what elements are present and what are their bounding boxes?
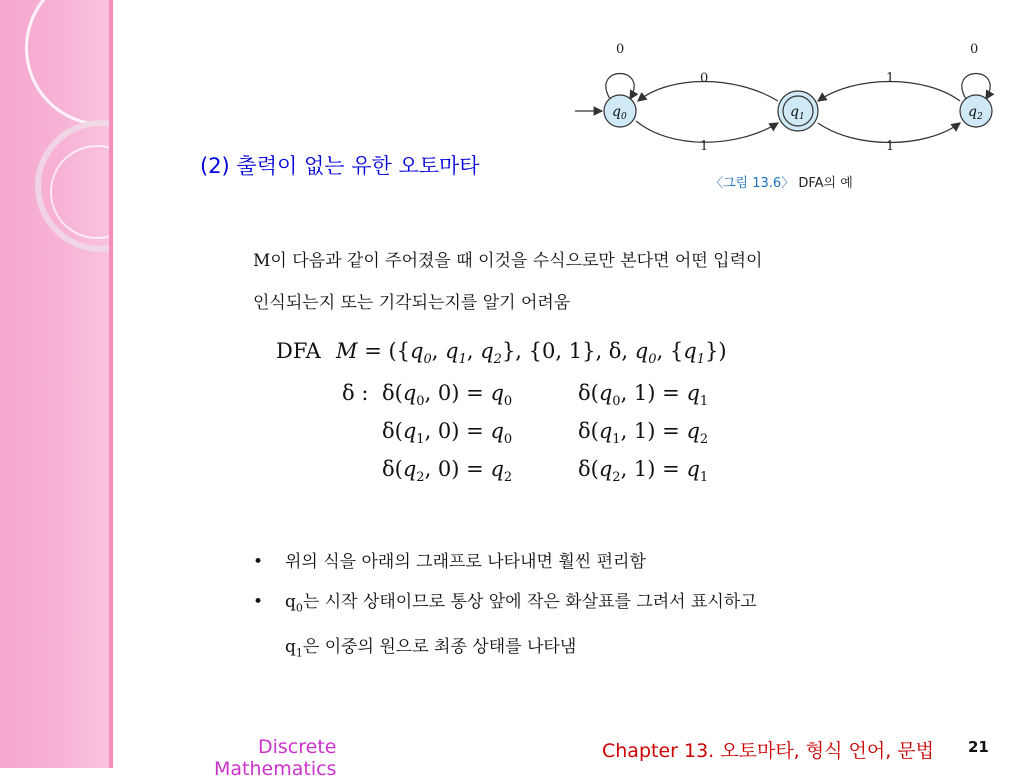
state-q1-final <box>778 91 818 131</box>
bullet-text: 위의 식을 아래의 그래프로 나타내면 훨씬 편리함 <box>285 552 646 572</box>
bullet-icon: • <box>253 552 264 572</box>
bullet-icon: • <box>253 592 264 612</box>
svg-text:q2: $q_2$ <box>968 104 983 122</box>
paragraph-line-1: M이 다음과 같이 주어졌을 때 이것을 수식으로만 본다면 어떤 입력이 <box>253 251 763 271</box>
transition-q1-1: $\delta(q_1$, $1) = q_2$ <box>578 419 709 447</box>
decorative-arc <box>25 0 113 126</box>
edge-label-q1-q2: 1 <box>886 139 895 154</box>
dfa-formula <box>270 330 770 495</box>
bullet-text: 은 이중의 원으로 최종 상태를 나타냄 <box>302 637 577 658</box>
svg-text:q0: $q_0$ <box>612 104 627 122</box>
edge-label-q2-q1: 1 <box>886 71 895 86</box>
footer-course-line1: Discrete <box>258 736 337 758</box>
state-q0 <box>604 95 636 127</box>
figure-caption <box>710 172 853 191</box>
bullet-item <box>253 542 757 582</box>
edge-label-q1-q0: 0 <box>700 71 709 86</box>
section-title: (2) 출력이 없는 유한 오토마타 <box>200 154 480 178</box>
bullet-continuation <box>253 628 757 672</box>
bullet-list <box>253 542 757 673</box>
edge-label-q0-q1: 1 <box>700 139 709 154</box>
transition-q0-1: $\delta(q_0$, $1) = q_1$ <box>578 381 709 409</box>
description-paragraph <box>253 240 973 324</box>
state-subscript: 1 <box>295 646 303 660</box>
transition-q1-0: $\delta(q_1$, $0) = q_0$ <box>382 419 513 447</box>
state-symbol: q <box>285 637 296 658</box>
edge-label-q0-self: 0 <box>616 42 625 57</box>
state-symbol: q <box>285 592 296 612</box>
dfa-diagram <box>570 35 1010 170</box>
transition-q2-0: $\delta(q_2$, $0) = q_2$ <box>382 457 513 485</box>
bullet-text: 는 시작 상태이므로 통상 앞에 작은 화살표를 그려서 표시하고 <box>302 592 757 612</box>
paragraph-line-2: 인식되는지 또는 기각되는지를 알기 어려움 <box>253 293 571 313</box>
figure-caption-text: DFA의 예 <box>798 176 853 191</box>
state-q2 <box>960 95 992 127</box>
footer-chapter: Chapter 13. 오토마타, 형식 언어, 문법 <box>602 740 934 762</box>
footer-course-line2: Mathematics <box>214 758 337 780</box>
transition-q0-0: $\delta(q_0$, $0) = q_0$ <box>382 381 513 409</box>
state-subscript: 0 <box>295 601 303 615</box>
dfa-definition: $M = (\{q_0$, $q_1$, $q_2$}, {0, 1}, δ, $q_0$, $\{q_1\}$) <box>336 339 727 367</box>
side-bar-divider <box>109 0 113 768</box>
edge-label-q2-self: 0 <box>970 42 979 57</box>
figure-caption-number: 〈그림 13.6〉 <box>710 176 795 191</box>
delta-label: δ : <box>342 381 369 405</box>
svg-text:q1: $q_1$ <box>790 104 805 122</box>
decorative-side-bar <box>0 0 113 768</box>
bullet-item <box>253 582 757 628</box>
dfa-label: DFA <box>276 339 321 363</box>
transition-q2-1: $\delta(q_2$, $1) = q_1$ <box>578 457 709 485</box>
page-number: 21 <box>968 738 989 756</box>
